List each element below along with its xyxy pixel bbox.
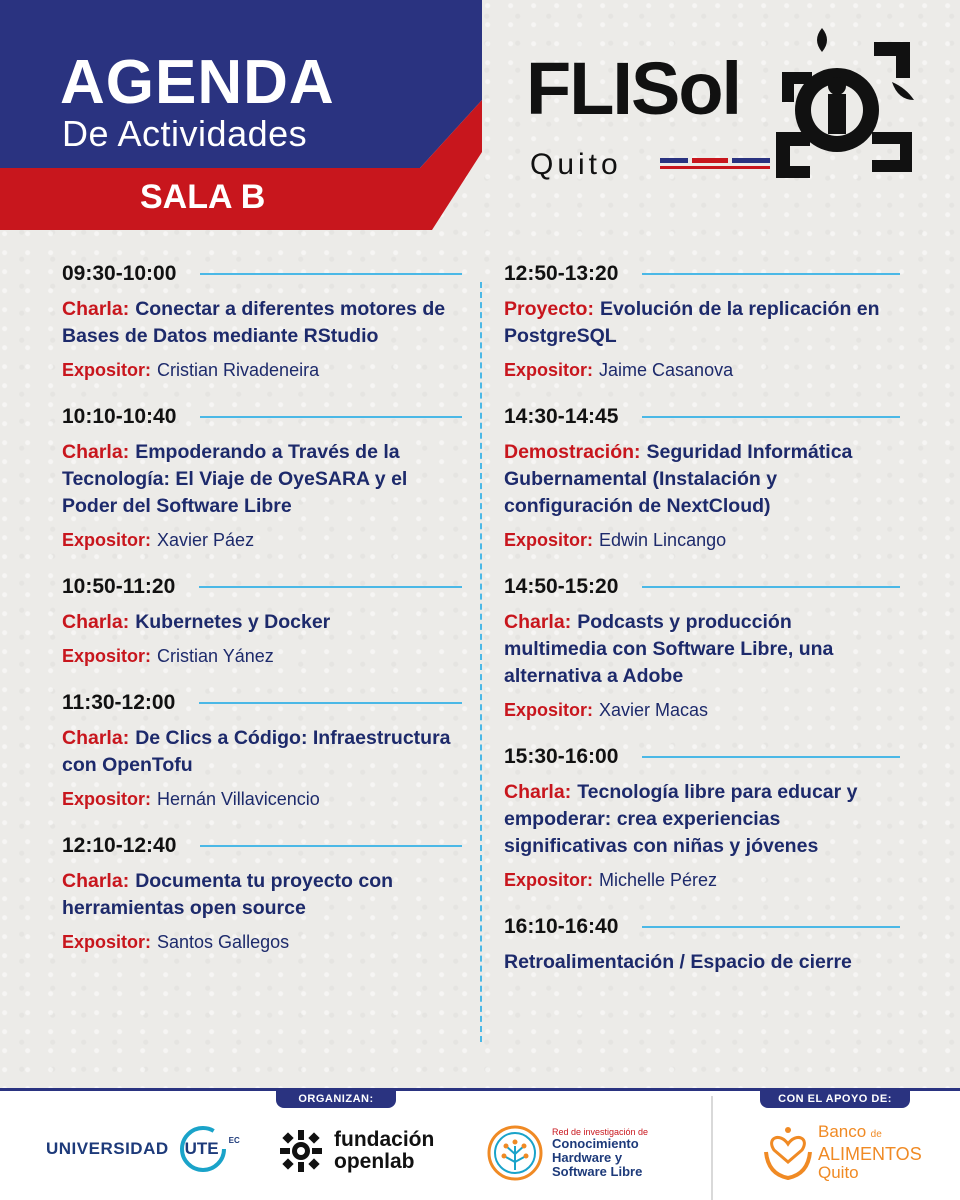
ute-logo	[46, 1125, 240, 1173]
event-card	[504, 915, 900, 976]
event-type: Charla:	[62, 298, 130, 320]
event-time: 15:30-16:00	[504, 745, 619, 768]
speaker-name: Cristian Rivadeneira	[157, 360, 320, 380]
ute-university-text: UNIVERSIDAD	[46, 1139, 169, 1158]
event-time: 16:10-16:40	[504, 915, 619, 938]
event-type: Demostración:	[504, 441, 641, 463]
event-type: Charla:	[504, 781, 572, 803]
speaker-label: Expositor:	[62, 932, 152, 952]
speaker-label: Expositor:	[62, 530, 152, 550]
ute-circle-icon	[179, 1125, 227, 1173]
event-card	[504, 262, 900, 381]
event-title: Retroalimentación / Espacio de cierre	[504, 951, 852, 973]
red-line3: Hardware y	[552, 1150, 623, 1165]
red-line2: Conocimiento	[552, 1136, 639, 1151]
openlab-line2: openlab	[334, 1150, 415, 1173]
event-speaker	[504, 870, 900, 891]
event-speaker	[62, 789, 462, 810]
speaker-label: Expositor:	[504, 360, 594, 380]
event-description	[504, 296, 900, 350]
agenda-subtitle: De Actividades	[62, 113, 308, 154]
event-card	[62, 405, 462, 551]
event-speaker	[62, 530, 462, 551]
event-time: 10:50-11:20	[62, 575, 176, 598]
time-rule	[200, 273, 462, 275]
speaker-label: Expositor:	[504, 700, 594, 720]
circuit-tree-icon	[486, 1124, 544, 1182]
support-label: CON EL APOYO DE:	[760, 1090, 910, 1108]
speaker-label: Expositor:	[62, 789, 152, 809]
event-type: Charla:	[62, 727, 130, 749]
speaker-name: Jaime Casanova	[599, 360, 734, 380]
event-type: Charla:	[62, 441, 130, 463]
event-type: Proyecto:	[504, 298, 594, 320]
event-type: Charla:	[504, 611, 572, 633]
event-description	[62, 609, 462, 636]
speaker-label: Expositor:	[62, 360, 152, 380]
event-title: Empoderando a Través de la Tecnología: El Viaje de OyeSARA y el Poder del Software Libre	[62, 441, 408, 517]
footer-separator	[711, 1096, 713, 1200]
room-label: SALA B	[140, 178, 266, 216]
red-hardware-logo	[486, 1124, 648, 1182]
event-title: Podcasts y producción multimedia con Software Libre, una alternativa a Adobe	[504, 611, 834, 687]
event-card	[504, 575, 900, 721]
banco-line3: ALIMENTOS	[818, 1143, 922, 1164]
event-description	[504, 949, 900, 976]
banco-alimentos-logo	[762, 1122, 922, 1182]
speaker-name: Hernán Villavicencio	[157, 789, 320, 809]
event-description	[62, 439, 462, 520]
event-type: Charla:	[62, 611, 130, 633]
flag-stripes-icon	[660, 158, 770, 172]
event-card	[62, 834, 462, 953]
organizers-label: ORGANIZAN:	[276, 1090, 396, 1108]
event-speaker	[62, 646, 462, 667]
speaker-name: Cristian Yánez	[157, 646, 274, 666]
openlab-line1: fundación	[334, 1128, 435, 1151]
event-type: Charla:	[62, 870, 130, 892]
event-card	[62, 575, 462, 667]
event-card	[62, 262, 462, 381]
event-card	[62, 691, 462, 810]
ute-mark-text: UTE	[184, 1139, 219, 1158]
event-card	[504, 745, 900, 891]
banco-line2: de	[870, 1128, 882, 1140]
event-time: 10:10-10:40	[62, 405, 177, 428]
event-time: 09:30-10:00	[62, 262, 177, 285]
event-title: De Clics a Código: Infraestructura con OpenTofu	[62, 727, 451, 776]
red-line1: Red de investigación de	[552, 1127, 649, 1137]
event-description	[504, 439, 900, 520]
time-rule	[642, 926, 900, 928]
speaker-label: Expositor:	[504, 530, 594, 550]
event-card	[504, 405, 900, 551]
left-column	[62, 262, 462, 977]
time-rule	[642, 416, 900, 418]
event-title: Documenta tu proyecto con herramientas open source	[62, 870, 394, 919]
flisol-emblem-icon	[762, 22, 922, 192]
speaker-name: Xavier Macas	[599, 700, 709, 720]
right-column	[504, 262, 900, 1000]
openlab-logo	[278, 1128, 434, 1174]
red-hardware-text	[552, 1127, 648, 1179]
banco-text	[818, 1123, 922, 1182]
ute-suffix-text: EC	[228, 1135, 240, 1145]
banco-line4: Quito	[818, 1162, 859, 1182]
flisol-logo-city: Quito	[530, 148, 622, 181]
event-speaker	[504, 360, 900, 381]
speaker-label: Expositor:	[504, 870, 594, 890]
time-rule	[199, 702, 462, 704]
event-description	[62, 868, 462, 922]
event-title: Seguridad Informática Gubernamental (Instalación y configuración de NextCloud)	[504, 441, 853, 517]
agenda-title: AGENDA	[60, 48, 335, 117]
event-speaker	[504, 530, 900, 551]
event-description	[62, 725, 462, 779]
event-title: Tecnología libre para educar y empoderar: crea experiencias significativas con niñas y jóvenes	[504, 781, 858, 857]
event-speaker	[504, 700, 900, 721]
event-title: Conectar a diferentes motores de Bases de Datos mediante RStudio	[62, 298, 446, 347]
time-rule	[642, 586, 900, 588]
time-rule	[642, 273, 900, 275]
event-time: 12:50-13:20	[504, 262, 619, 285]
speaker-name: Santos Gallegos	[157, 932, 290, 952]
event-speaker	[62, 932, 462, 953]
flisol-logo-text: FLISol	[526, 47, 741, 130]
time-rule	[200, 845, 462, 847]
event-time: 12:10-12:40	[62, 834, 177, 857]
event-time: 11:30-12:00	[62, 691, 176, 714]
time-rule	[200, 416, 462, 418]
event-time: 14:50-15:20	[504, 575, 619, 598]
event-speaker	[62, 360, 462, 381]
speaker-name: Xavier Páez	[157, 530, 255, 550]
time-rule	[642, 756, 900, 758]
event-title: Kubernetes y Docker	[135, 611, 331, 633]
heart-hands-icon	[762, 1122, 814, 1182]
banco-line1: Banco	[818, 1121, 867, 1141]
event-title: Evolución de la replicación en PostgreSQL	[504, 298, 880, 347]
speaker-name: Michelle Pérez	[599, 870, 718, 890]
time-rule	[199, 586, 462, 588]
openlab-gear-icon	[278, 1128, 324, 1174]
event-description	[62, 296, 462, 350]
event-description	[504, 609, 900, 690]
red-line4: Software Libre	[552, 1164, 643, 1179]
column-divider	[480, 282, 482, 1042]
event-description	[504, 779, 900, 860]
speaker-name: Edwin Lincango	[599, 530, 727, 550]
openlab-text	[334, 1129, 434, 1173]
speaker-label: Expositor:	[62, 646, 152, 666]
event-time: 14:30-14:45	[504, 405, 619, 428]
